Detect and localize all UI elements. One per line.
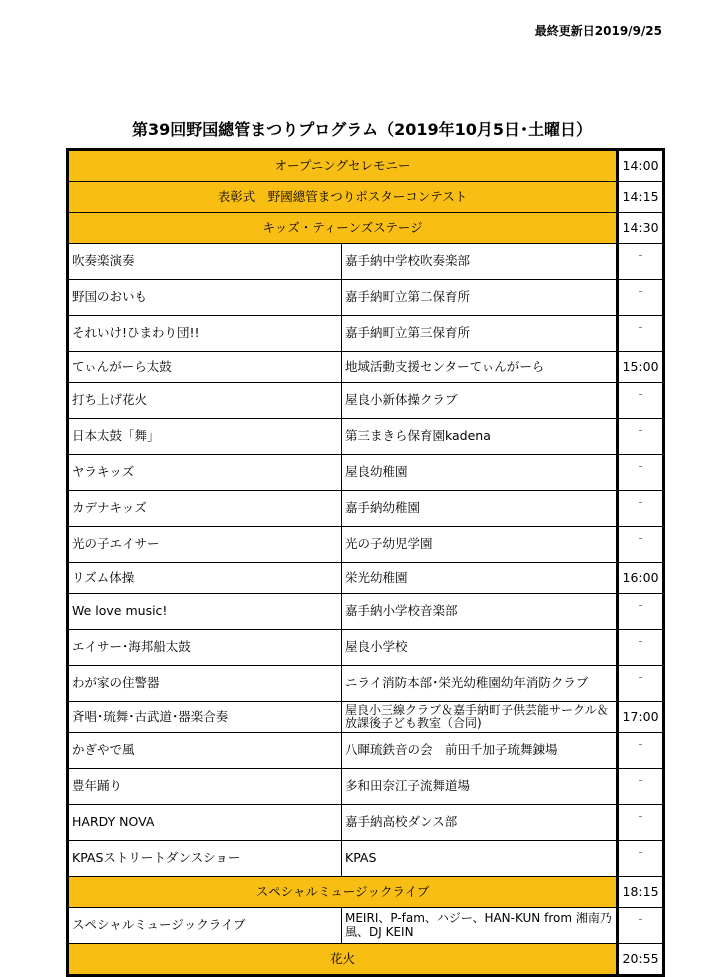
performer-group: 屋良小三線クラブ＆嘉手納町子供芸能サークル＆放課後子ども教室（合同)	[342, 702, 618, 733]
start-time: -	[618, 594, 664, 630]
performance-name: ヤラキッズ	[68, 455, 342, 491]
start-time: -	[618, 527, 664, 563]
section-label: 花火	[68, 944, 618, 976]
program-row	[68, 841, 664, 877]
start-time: 17:00	[618, 702, 664, 733]
program-row	[68, 733, 664, 769]
page-title: 第39回野国總管まつりプログラム（2019年10月5日･土曜日）	[131, 120, 593, 139]
performance-name: KPASストリートダンスショー	[68, 841, 342, 877]
performance-name: スペシャルミュージックライブ	[68, 908, 342, 944]
start-time: -	[618, 383, 664, 419]
performer-group: 嘉手納小学校音楽部	[342, 594, 618, 630]
start-time: 14:30	[618, 213, 664, 244]
performance-name: HARDY NOVA	[68, 805, 342, 841]
section-label: オープニングセレモニー	[68, 150, 618, 182]
start-time: -	[618, 455, 664, 491]
program-table-body	[68, 150, 664, 976]
program-row	[68, 383, 664, 419]
program-row	[68, 527, 664, 563]
performance-name: 光の子エイサー	[68, 527, 342, 563]
performer-group: 嘉手納高校ダンス部	[342, 805, 618, 841]
start-time: -	[618, 908, 664, 944]
start-time: -	[618, 733, 664, 769]
performer-group: 嘉手納町立第三保育所	[342, 316, 618, 352]
performer-group: 栄光幼稚園	[342, 563, 618, 594]
performance-name: 日本太鼓「舞」	[68, 419, 342, 455]
performance-name: 斉唱･琉舞･古武道･器楽合奏	[68, 702, 342, 733]
program-row	[68, 908, 664, 944]
program-row	[68, 769, 664, 805]
section-row	[68, 182, 664, 213]
performer-group: 光の子幼児学園	[342, 527, 618, 563]
performer-group: 屋良小新体操クラブ	[342, 383, 618, 419]
start-time: -	[618, 769, 664, 805]
section-row	[68, 877, 664, 908]
start-time: 14:00	[618, 150, 664, 182]
performance-name: 豊年踊り	[68, 769, 342, 805]
start-time: 20:55	[618, 944, 664, 976]
start-time: -	[618, 841, 664, 877]
start-time: -	[618, 419, 664, 455]
performance-name: かぎやで風	[68, 733, 342, 769]
program-row	[68, 630, 664, 666]
program-row	[68, 666, 664, 702]
performance-name: リズム体操	[68, 563, 342, 594]
program-row	[68, 244, 664, 280]
performer-group: KPAS	[342, 841, 618, 877]
performance-name: 打ち上げ花火	[68, 383, 342, 419]
section-row	[68, 944, 664, 976]
performer-group: MEIRI、P-fam、ハジー、HAN-KUN from 湘南乃風、DJ KEIN	[342, 908, 618, 944]
performer-group: 屋良幼稚園	[342, 455, 618, 491]
start-time: -	[618, 630, 664, 666]
section-row	[68, 150, 664, 182]
performance-name: わが家の住警器	[68, 666, 342, 702]
program-row	[68, 455, 664, 491]
program-row	[68, 316, 664, 352]
performer-group: ニライ消防本部･栄光幼稚園幼年消防クラブ	[342, 666, 618, 702]
start-time: 18:15	[618, 877, 664, 908]
section-row	[68, 213, 664, 244]
performance-name: エイサー･海邦船太鼓	[68, 630, 342, 666]
performer-group: 嘉手納中学校吹奏楽部	[342, 244, 618, 280]
performance-name: カデナキッズ	[68, 491, 342, 527]
performer-group: 多和田奈江子流舞道場	[342, 769, 618, 805]
start-time: 16:00	[618, 563, 664, 594]
start-time: 15:00	[618, 352, 664, 383]
program-row	[68, 702, 664, 733]
section-label: 表彰式 野國總管まつりポスターコンテスト	[68, 182, 618, 213]
start-time: -	[618, 805, 664, 841]
performance-name: 野国のおいも	[68, 280, 342, 316]
start-time: -	[618, 316, 664, 352]
performer-group: 地域活動支援センターてぃんがーら	[342, 352, 618, 383]
performer-group: 第三まきら保育園kadena	[342, 419, 618, 455]
start-time: 14:15	[618, 182, 664, 213]
section-label: スペシャルミュージックライブ	[68, 877, 618, 908]
performer-group: 嘉手納幼稚園	[342, 491, 618, 527]
program-table	[66, 148, 665, 977]
performer-group: 八暉琉鉄音の会 前田千加子琉舞錬場	[342, 733, 618, 769]
program-row	[68, 352, 664, 383]
performer-group: 嘉手納町立第二保育所	[342, 280, 618, 316]
program-row	[68, 419, 664, 455]
section-label: キッズ・ティーンズステージ	[68, 213, 618, 244]
performance-name: それいけ!ひまわり団!!	[68, 316, 342, 352]
performance-name: てぃんがーら太鼓	[68, 352, 342, 383]
performance-name: 吹奏楽演奏	[68, 244, 342, 280]
start-time: -	[618, 491, 664, 527]
start-time: -	[618, 280, 664, 316]
performer-group: 屋良小学校	[342, 630, 618, 666]
program-row	[68, 805, 664, 841]
start-time: -	[618, 244, 664, 280]
program-row	[68, 563, 664, 594]
program-row	[68, 491, 664, 527]
program-row	[68, 594, 664, 630]
performance-name: We love music!	[68, 594, 342, 630]
start-time: -	[618, 666, 664, 702]
program-row	[68, 280, 664, 316]
last-updated-date: 最終更新日2019/9/25	[534, 24, 662, 38]
